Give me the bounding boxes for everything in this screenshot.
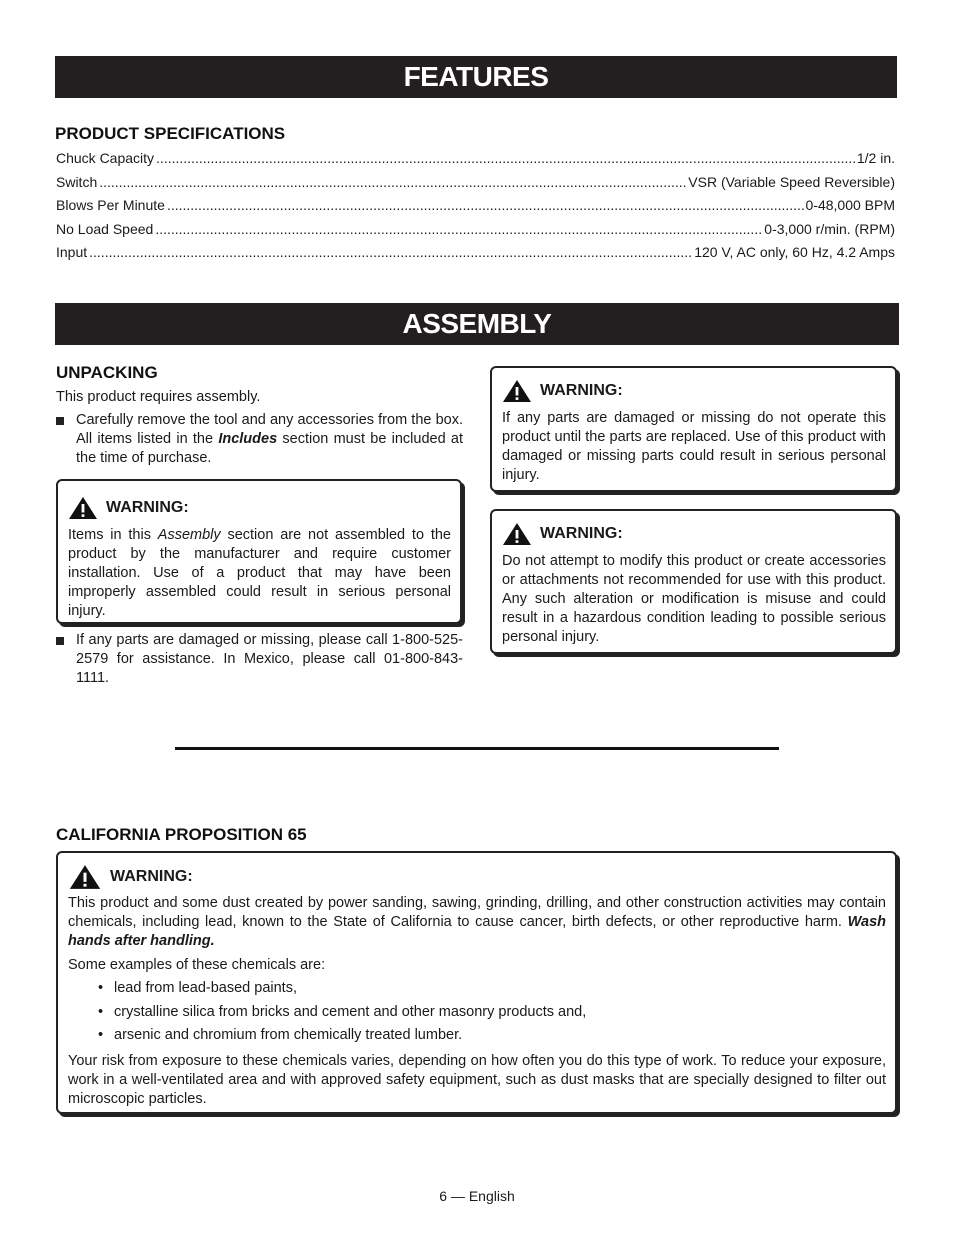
spec-row — [56, 244, 895, 268]
product-specifications-heading: PRODUCT SPECIFICATIONS — [55, 124, 286, 143]
warning-triangle-icon — [68, 864, 102, 890]
assembly-banner: ASSEMBLY — [55, 303, 899, 345]
warning-box-prop65 — [56, 851, 897, 1114]
spec-label: No Load Speed — [56, 220, 154, 237]
warning-box-assembly — [56, 479, 462, 624]
spec-row — [56, 150, 895, 174]
spec-label: Blows Per Minute — [56, 197, 165, 213]
warning-box-modification — [490, 509, 897, 654]
warning-header: WARNING: — [68, 496, 451, 520]
list-item: • crystalline silica from bricks and cement and other masonry products and, — [98, 1001, 886, 1025]
list-item: • arsenic and chromium from chemically treated lumber. — [98, 1024, 886, 1048]
prop65-paragraph-1: This product and some dust created by power sanding, sawing, grinding, drilling, and other construction activities may contain chemicals, including lead, known to the State of California to cause cancer, birth defects, or other reproductive harm. Wash hands after handling. — [68, 895, 886, 949]
page-footer: 6 — English — [439, 1188, 515, 1204]
warning-header: WARNING: — [68, 864, 886, 890]
prop65-heading: CALIFORNIA PROPOSITION 65 — [56, 825, 307, 844]
bullet-square — [56, 417, 64, 425]
intro-text: This product requires assembly. — [56, 389, 261, 405]
spec-label: Input — [56, 244, 88, 260]
warning-header: WARNING: — [502, 379, 886, 403]
spec-value: 0-48,000 BPM — [805, 197, 895, 213]
spec-value: 120 V, AC only, 60 Hz, 4.2 Amps — [694, 244, 895, 260]
warning-triangle-icon — [68, 496, 98, 520]
list-item: If any parts are damaged or missing, please call 1-800-525-2579 for assistance. In Mexico, please call 01-800-843-1111. — [76, 631, 463, 688]
spec-row — [56, 174, 895, 198]
spec-row — [56, 197, 895, 221]
warning-text: If any parts are damaged or missing do not operate this product until the parts are replaced. Use of this product with damaged or missing parts could result in serious personal injury. — [502, 410, 886, 483]
spec-value: 1/2 in. — [856, 150, 895, 166]
spec-list — [56, 150, 895, 268]
prop65-paragraph-3: Your risk from exposure to these chemicals varies, depending on how often you do this type of work. To reduce your exposure, work in a well-ventilated area and with approved safety equipment, such as dust masks that are specially designed to filter out microscopic particles. — [68, 1052, 886, 1107]
warning-box-damaged-parts — [490, 366, 897, 492]
list-item: Carefully remove the tool and any accessories from the box. All items listed in the Includes section must be included at the time of purchase. — [76, 411, 463, 468]
warning-text: Do not attempt to modify this product or create accessories or attachments not recommended for use with this product. Any such alteration or modification is misuse and could result in a hazardous condition leading to possible serious personal injury. — [502, 553, 886, 645]
features-banner: FEATURES — [55, 56, 897, 98]
spec-label: Chuck Capacity — [56, 150, 155, 166]
spec-value: VSR (Variable Speed Reversible) — [688, 173, 895, 190]
warning-triangle-icon — [502, 522, 532, 546]
unpacking-heading: UNPACKING — [56, 363, 158, 382]
warning-header: WARNING: — [502, 522, 886, 546]
spec-label: Switch — [56, 173, 98, 190]
spec-row — [56, 221, 895, 245]
section-divider — [175, 747, 779, 750]
list-item: • lead from lead-based paints, — [98, 977, 886, 1001]
spec-value: 0-3,000 r/min. (RPM) — [764, 220, 895, 237]
prop65-paragraph-2: Some examples of these chemicals are: — [68, 957, 326, 973]
warning-triangle-icon — [502, 379, 532, 403]
bullet-square — [56, 637, 64, 645]
warning-text: Items in this Assembly section are not assembled to the product by the manufacturer and require customer installation. Use of a product that may have been improperly assembled could result in serious personal injury. — [68, 527, 451, 619]
chemical-list — [68, 977, 886, 1048]
